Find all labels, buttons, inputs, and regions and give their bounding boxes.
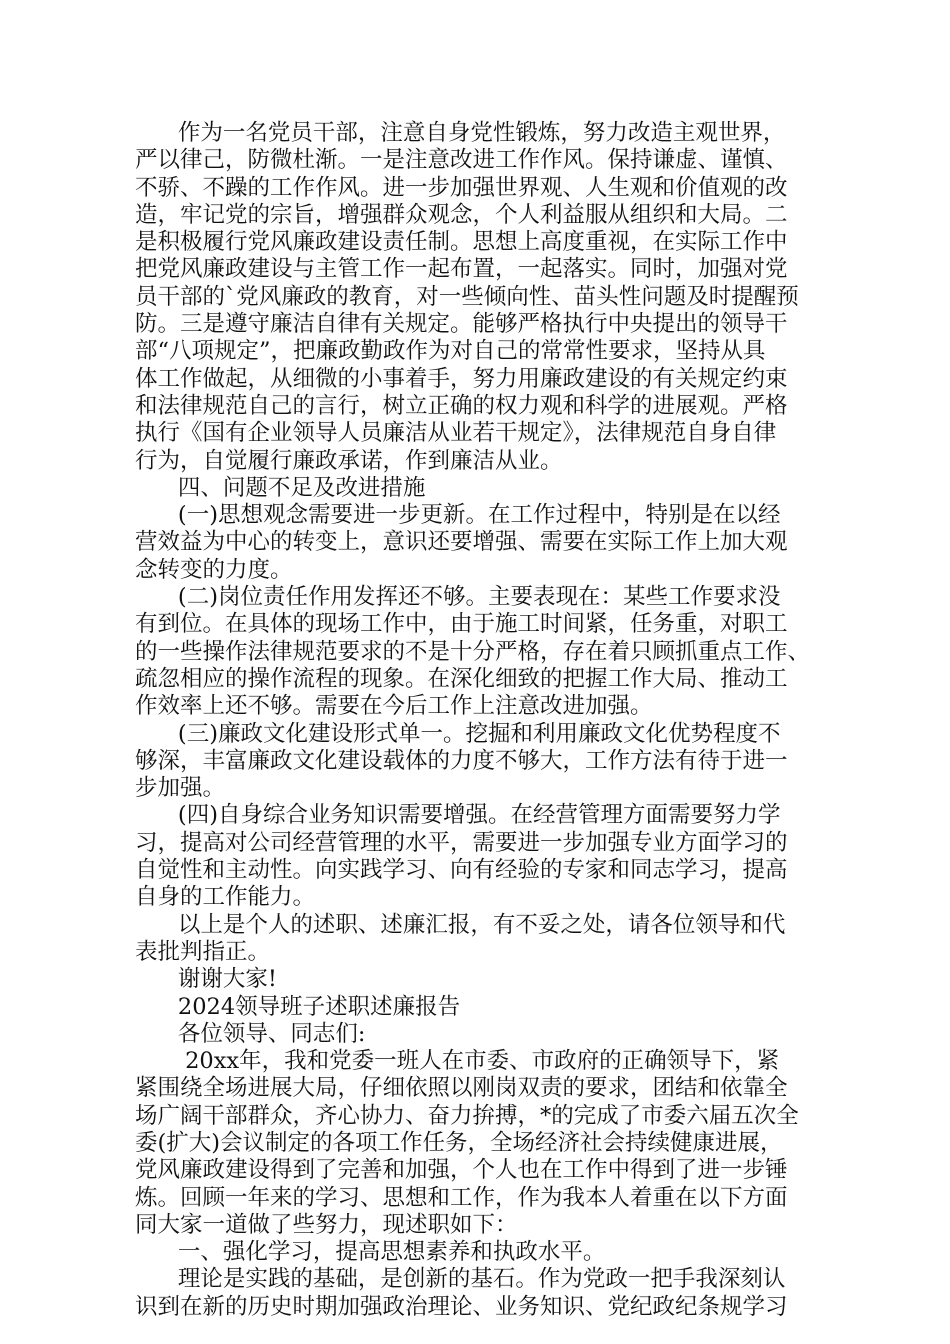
text-line: 体工作做起，从细微的小事着手，努力用廉政建设的有关规定约束 xyxy=(135,365,788,392)
text-line: 一、强化学习，提高思想素养和执政水平。 xyxy=(135,1239,606,1266)
text-line: 自身的工作能力。 xyxy=(135,884,316,911)
text-line: 同大家一道做了些努力，现述职如下： xyxy=(135,1211,518,1238)
text-line: 紧围绕全场进展大局，仔细依照以刚岗双责的要求，团结和依靠全 xyxy=(135,1075,788,1102)
text-line: 执行《国有企业领导人员廉洁从业若干规定》，法律规范自身自律 xyxy=(135,420,777,447)
text-line: 步加强。 xyxy=(135,775,226,802)
text-line: 委(扩大)会议制定的各项工作任务，全场经济社会持续健康进展， xyxy=(135,1129,783,1156)
text-line: 严以律己，防微杜渐。一是注意改进工作作风。保持谦虚、谨慎、 xyxy=(135,147,788,174)
text-line: 炼。回顾一年来的学习、思想和工作，作为我本人着重在以下方面 xyxy=(135,1184,788,1211)
text-line: 把党风廉政建设与主管工作一起布置，一起落实。同时，加强对党 xyxy=(135,256,788,283)
text-line: 部“八项规定”，把廉政勤政作为对自己的常常性要求，坚持从具 xyxy=(135,338,766,365)
text-line: 识到在新的历史时期加强政治理论、业务知识、党纪政纪条规学习 xyxy=(135,1293,788,1320)
text-line: 场广阔干部群众，齐心协力、奋力拚搏，*的完成了市委六届五次全 xyxy=(135,1102,799,1129)
text-line: (四)自身综合业务知识需要增强。在经营管理方面需要努力学 xyxy=(135,802,781,829)
document-body xyxy=(135,120,815,1321)
text-line: 造，牢记党的宗旨，增强群众观念，个人利益服从组织和大局。二 xyxy=(135,201,788,228)
text-line: 作为一名党员干部，注意自身党性锻炼，努力改造主观世界， xyxy=(135,120,786,146)
text-line: 以上是个人的述职、述廉汇报，有不妥之处，请各位领导和代 xyxy=(135,911,786,938)
text-line: 四、问题不足及改进措施 xyxy=(135,474,426,501)
text-line: 谢谢大家! xyxy=(135,966,277,993)
text-line: 有到位。在具体的现场工作中，由于施工时间紧，任务重，对职工 xyxy=(135,611,788,638)
text-line: 自觉性和主动性。向实践学习、向有经验的专家和同志学习，提高 xyxy=(135,857,788,884)
text-line: 20xx年，我和党委一班人在市委、市政府的正确领导下，紧 xyxy=(135,1048,780,1075)
text-line: 营效益为中心的转变上，意识还要增强、需要在实际工作上加大观 xyxy=(135,529,788,556)
text-line: (三)廉政文化建设形式单一。挖掘和利用廉政文化优势程度不 xyxy=(135,720,781,747)
text-line: 员干部的`党风廉政的教育，对一些倾向性、苗头性问题及时提醒预 xyxy=(135,283,799,310)
text-line: 各位领导、同志们: xyxy=(135,1020,366,1047)
text-line: 党风廉政建设得到了完善和加强，个人也在工作中得到了进一步锤 xyxy=(135,1157,788,1184)
text-line: 2024领导班子述职述廉报告 xyxy=(135,993,461,1020)
text-line: 行为，自觉履行廉政承诺，作到廉洁从业。 xyxy=(135,447,563,474)
text-line: (一)思想观念需要进一步更新。在工作过程中，特别是在以经 xyxy=(135,502,781,529)
text-line: 的一些操作法律规范要求的不是十分严格，存在着只顾抓重点工作、 xyxy=(135,638,811,665)
text-line: 不骄、不躁的工作作风。进一步加强世界观、人生观和价值观的改 xyxy=(135,174,788,201)
text-line: 是积极履行党风廉政建设责任制。思想上高度重视，在实际工作中 xyxy=(135,229,788,256)
text-line: 疏忽相应的操作流程的现象。在深化细致的把握工作大局、推动工 xyxy=(135,665,788,692)
text-line: 表批判指正。 xyxy=(135,938,271,965)
text-line: 作效率上还不够。需要在今后工作上注意改进加强。 xyxy=(135,693,653,720)
text-line: 和法律规范自己的言行，树立正确的权力观和科学的进展观。严格 xyxy=(135,392,788,419)
text-line: 防。三是遵守廉洁自律有关规定。能够严格执行中央提出的领导干 xyxy=(135,311,788,338)
text-line: 念转变的力度。 xyxy=(135,556,293,583)
text-line: 理论是实践的基础，是创新的基石。作为党政一把手我深刻认 xyxy=(135,1266,786,1293)
text-line: 习，提高对公司经营管理的水平，需要进一步加强专业方面学习的 xyxy=(135,829,788,856)
text-line: (二)岗位责任作用发挥还不够。主要表现在：某些工作要求没 xyxy=(135,584,781,611)
text-line: 够深，丰富廉政文化建设载体的力度不够大，工作方法有待于进一 xyxy=(135,747,788,774)
